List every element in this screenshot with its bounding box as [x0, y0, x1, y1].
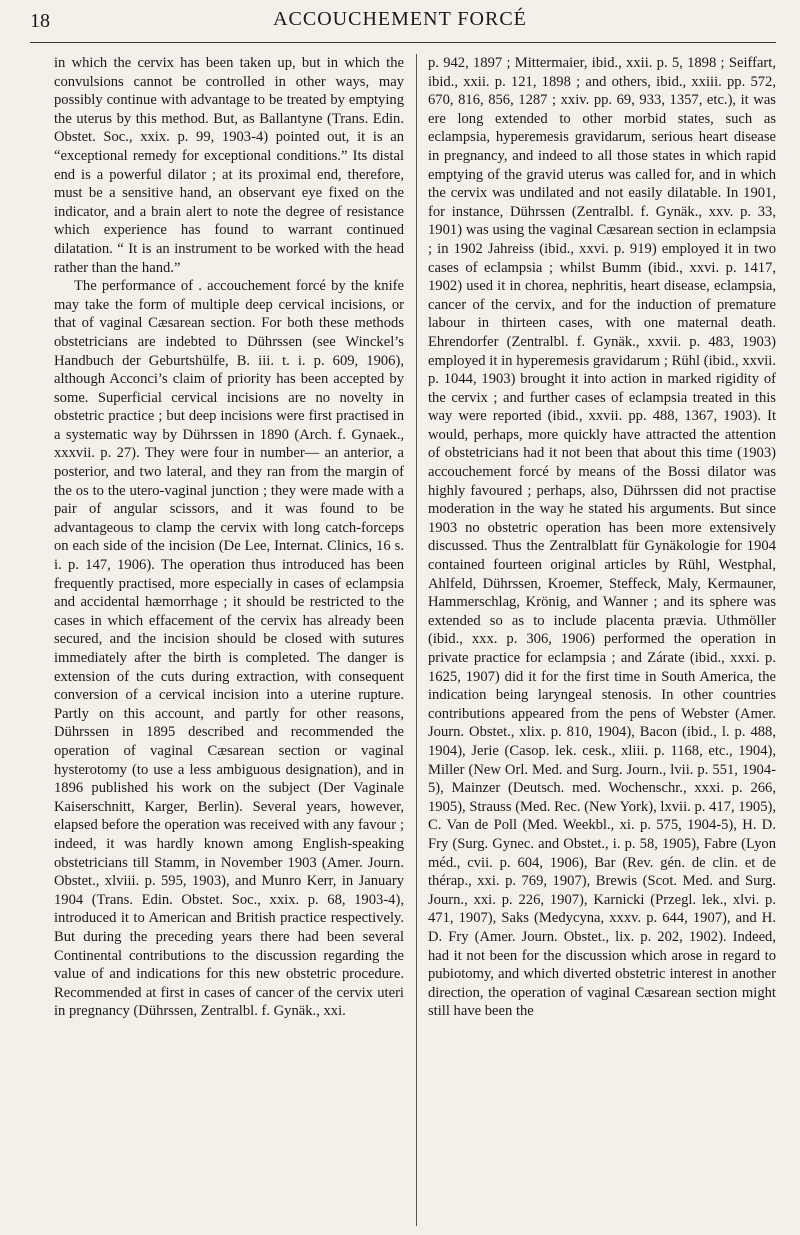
column-divider — [416, 54, 417, 1226]
right-column — [428, 54, 776, 1021]
header-rule — [30, 42, 776, 43]
left-paragraph-2: The performance of . accouchement forcé by the knife may take the form of multiple deep cervical incisions, or that of vaginal Cæsarean section. For both these methods obstetricians are indebted to Dührssen (see Winckel’s Handbuch der Geburtshülfe, B. iii. t. i. p. 609, 1906), although Acconci’s claim of priority has been accepted by some. Superficial cervical incisions are no novelty in obstetric practice ; but deep incisions were first practised in a systematic way by Dührssen in 1890 (Arch. f. Gynaek., xxxvii. p. 27). They were four in number— an anterior, a posterior, and two lateral, and they ran from the margin of the os to the utero-vaginal junction ; they were made with a pair of angular scissors, and it was found to be advantageous to clamp the cervix with long catch-forceps on each side of the incision (De Lee, Internat. Clinics, 16 s. i. p. 147, 1906). The operation thus introduced has been frequently practised, more especially in cases of eclampsia and accidental hæmorrhage ; it should be restricted to the cases in which effacement of the cervix has already been secured, and the incision should be closed with sutures immediately after the birth is completed. The danger is extension of the cuts during extraction, with consequent conversion of a cervical incision into a uterine rupture. Partly on this account, and partly for other reasons, Dührssen in 1895 described and recommended the operation of vaginal Cæsarean section or vaginal hysterotomy (to use a less ambiguous designation), and in 1896 published his work on the subject (Der Vaginale Kaiserschnitt, Karger, Berlin). Several years, however, elapsed before the operation was received with any favour ; indeed, it was hardly known among English-speaking obstetricians till Stamm, in November 1903 (Amer. Journ. Obstet., xlviii. p. 595, 1903), and Munro Kerr, in January 1904 (Trans. Edin. Obstet. Soc., xxix. p. 68, 1903-4), introduced it to American and British practice respectively. But during the preceding years there had been several Continental contributions to the discussion regarding the value of and indications for this new obstetric procedure. Recommended at first in cases of cancer of the cervix uteri in pregnancy (Dührssen, Zentralbl. f. Gynäk., xxi. — [54, 278, 404, 1020]
right-paragraph-1: p. 942, 1897 ; Mittermaier, ibid., xxii. p. 5, 1898 ; Seiffart, ibid., xxii. p. 121, 1898 ; and others, ibid., xxiii. pp. 572, 670, 816, 856, 1287 ; xxiv. pp. 69, 933, 1357, etc.), it was ere long extended to other morbid states, such as eclampsia, hyperemesis gravidarum, serious heart disease in pregnancy, and indeed to all those states in which rapid emptying of the gravid uterus was called for, and in which the cervix was undilated and not easily dilatable. In 1901, for instance, Dührssen (Zentralbl. f. Gynäk., xxv. p. 33, 1901) was using the vaginal Cæsarean section in eclampsia ; in 1902 Jahreiss (ibid., xxvi. p. 919) employed it in two cases of eclampsia ; whilst Bumm (ibid., xxvi. p. 1417, 1902) used it in chorea, nephritis, heart disease, eclampsia, cancer of the cervix, and for the induction of premature labour in thirteen cases, with one maternal death. Ehrendorfer (Zentralbl. f. Gynäk., xxvii. p. 483, 1903) employed it in hyperemesis gravidarum ; Rühl (ibid., xxvii. p. 1044, 1903) brought it into action in marked rigidity of the cervix ; and further cases of eclampsia treated in this way were reported (ibid., xxvii. pp. 488, 1367, 1903). It would, perhaps, more quickly have attracted the attention of obstetricians had it not been that about this time (1903) accouchement forcé by means of the Bossi dilator was highly favoured ; perhaps, also, Dührssen did not practise moderation in the way he stated his arguments. But since 1903 no obstetric operation has been more extensively discussed. Thus the Zentralblatt für Gynäkologie for 1904 contained fourteen original articles by Rühl, Westphal, Ahlfeld, Dührssen, Kroemer, Steffeck, Maly, Kermauner, Hammerschlag, Krönig, and Wanner ; and its sphere was extended so as to include placenta prævia. Uthmöller (ibid., xxx. p. 306, 1906) performed the operation in private practice for eclampsia ; and Zárate (ibid., xxxi. p. 1625, 1907) did it for the first time in South America, the indication being laryngeal stenosis. In other countries contributions appeared from the pens of Webster (Amer. Journ. Obstet., xlix. p. 810, 1904), Bacon (ibid., l. p. 488, 1904), Jerie (Casop. lek. cesk., xliii. p. 1168, etc., 1904), Miller (New Orl. Med. and Surg. Journ., lvii. p. 551, 1904-5), Mainzer (Deutsch. med. Wochenschr., xxxi. p. 266, 1905), Strauss (Med. Rec. (New York), lxvii. p. 417, 1905), C. Van de Poll (Med. Weekbl., xi. p. 575, 1904-5), H. D. Fry (Surg. Gynec. and Obstet., i. p. 58, 1905), Fabre (Lyon méd., cvii. p. 604, 1906), Bar (Rev. gén. de clin. et de thérap., xxi. p. 769, 1907), Brewis (Scot. Med. and Surg. Journ., xxi. p. 226, 1907), Karnicki (Przegl. lek., xlvi. p. 471, 1907), Saks (Medycyna, xxxv. p. 644, 1907), and H. D. Fry (Amer. Journ. Obstet., lix. p. 202, 1902). Indeed, had it not been for the discussion which arose in regard to pubiotomy, and which diverted obstetric interest in another direction, the operation of vaginal Cæsarean section might still have been the — [428, 55, 776, 1020]
page-number: 18 — [30, 10, 50, 32]
page-header — [0, 0, 800, 44]
left-column — [54, 54, 404, 1021]
left-paragraph-1: in which the cervix has been taken up, but in which the convulsions cannot be controlled in other ways, may possibly continue with advantage to be treated by emptying the uterus by this method. But, as Ballantyne (Trans. Edin. Obstet. Soc., xxix. p. 99, 1903-4) pointed out, it is an “exceptional remedy for exceptional conditions.” Its distal end is a powerful dilator ; at its proximal end, therefore, must be a sensitive hand, an observant eye fixed on the indicator, and a brain alert to note the degree of resistance which experience has found to warrant continued dilatation. “ It is an instrument to be worked with the head rather than the hand.” — [54, 55, 404, 276]
running-head: ACCOUCHEMENT FORCÉ — [273, 8, 527, 30]
